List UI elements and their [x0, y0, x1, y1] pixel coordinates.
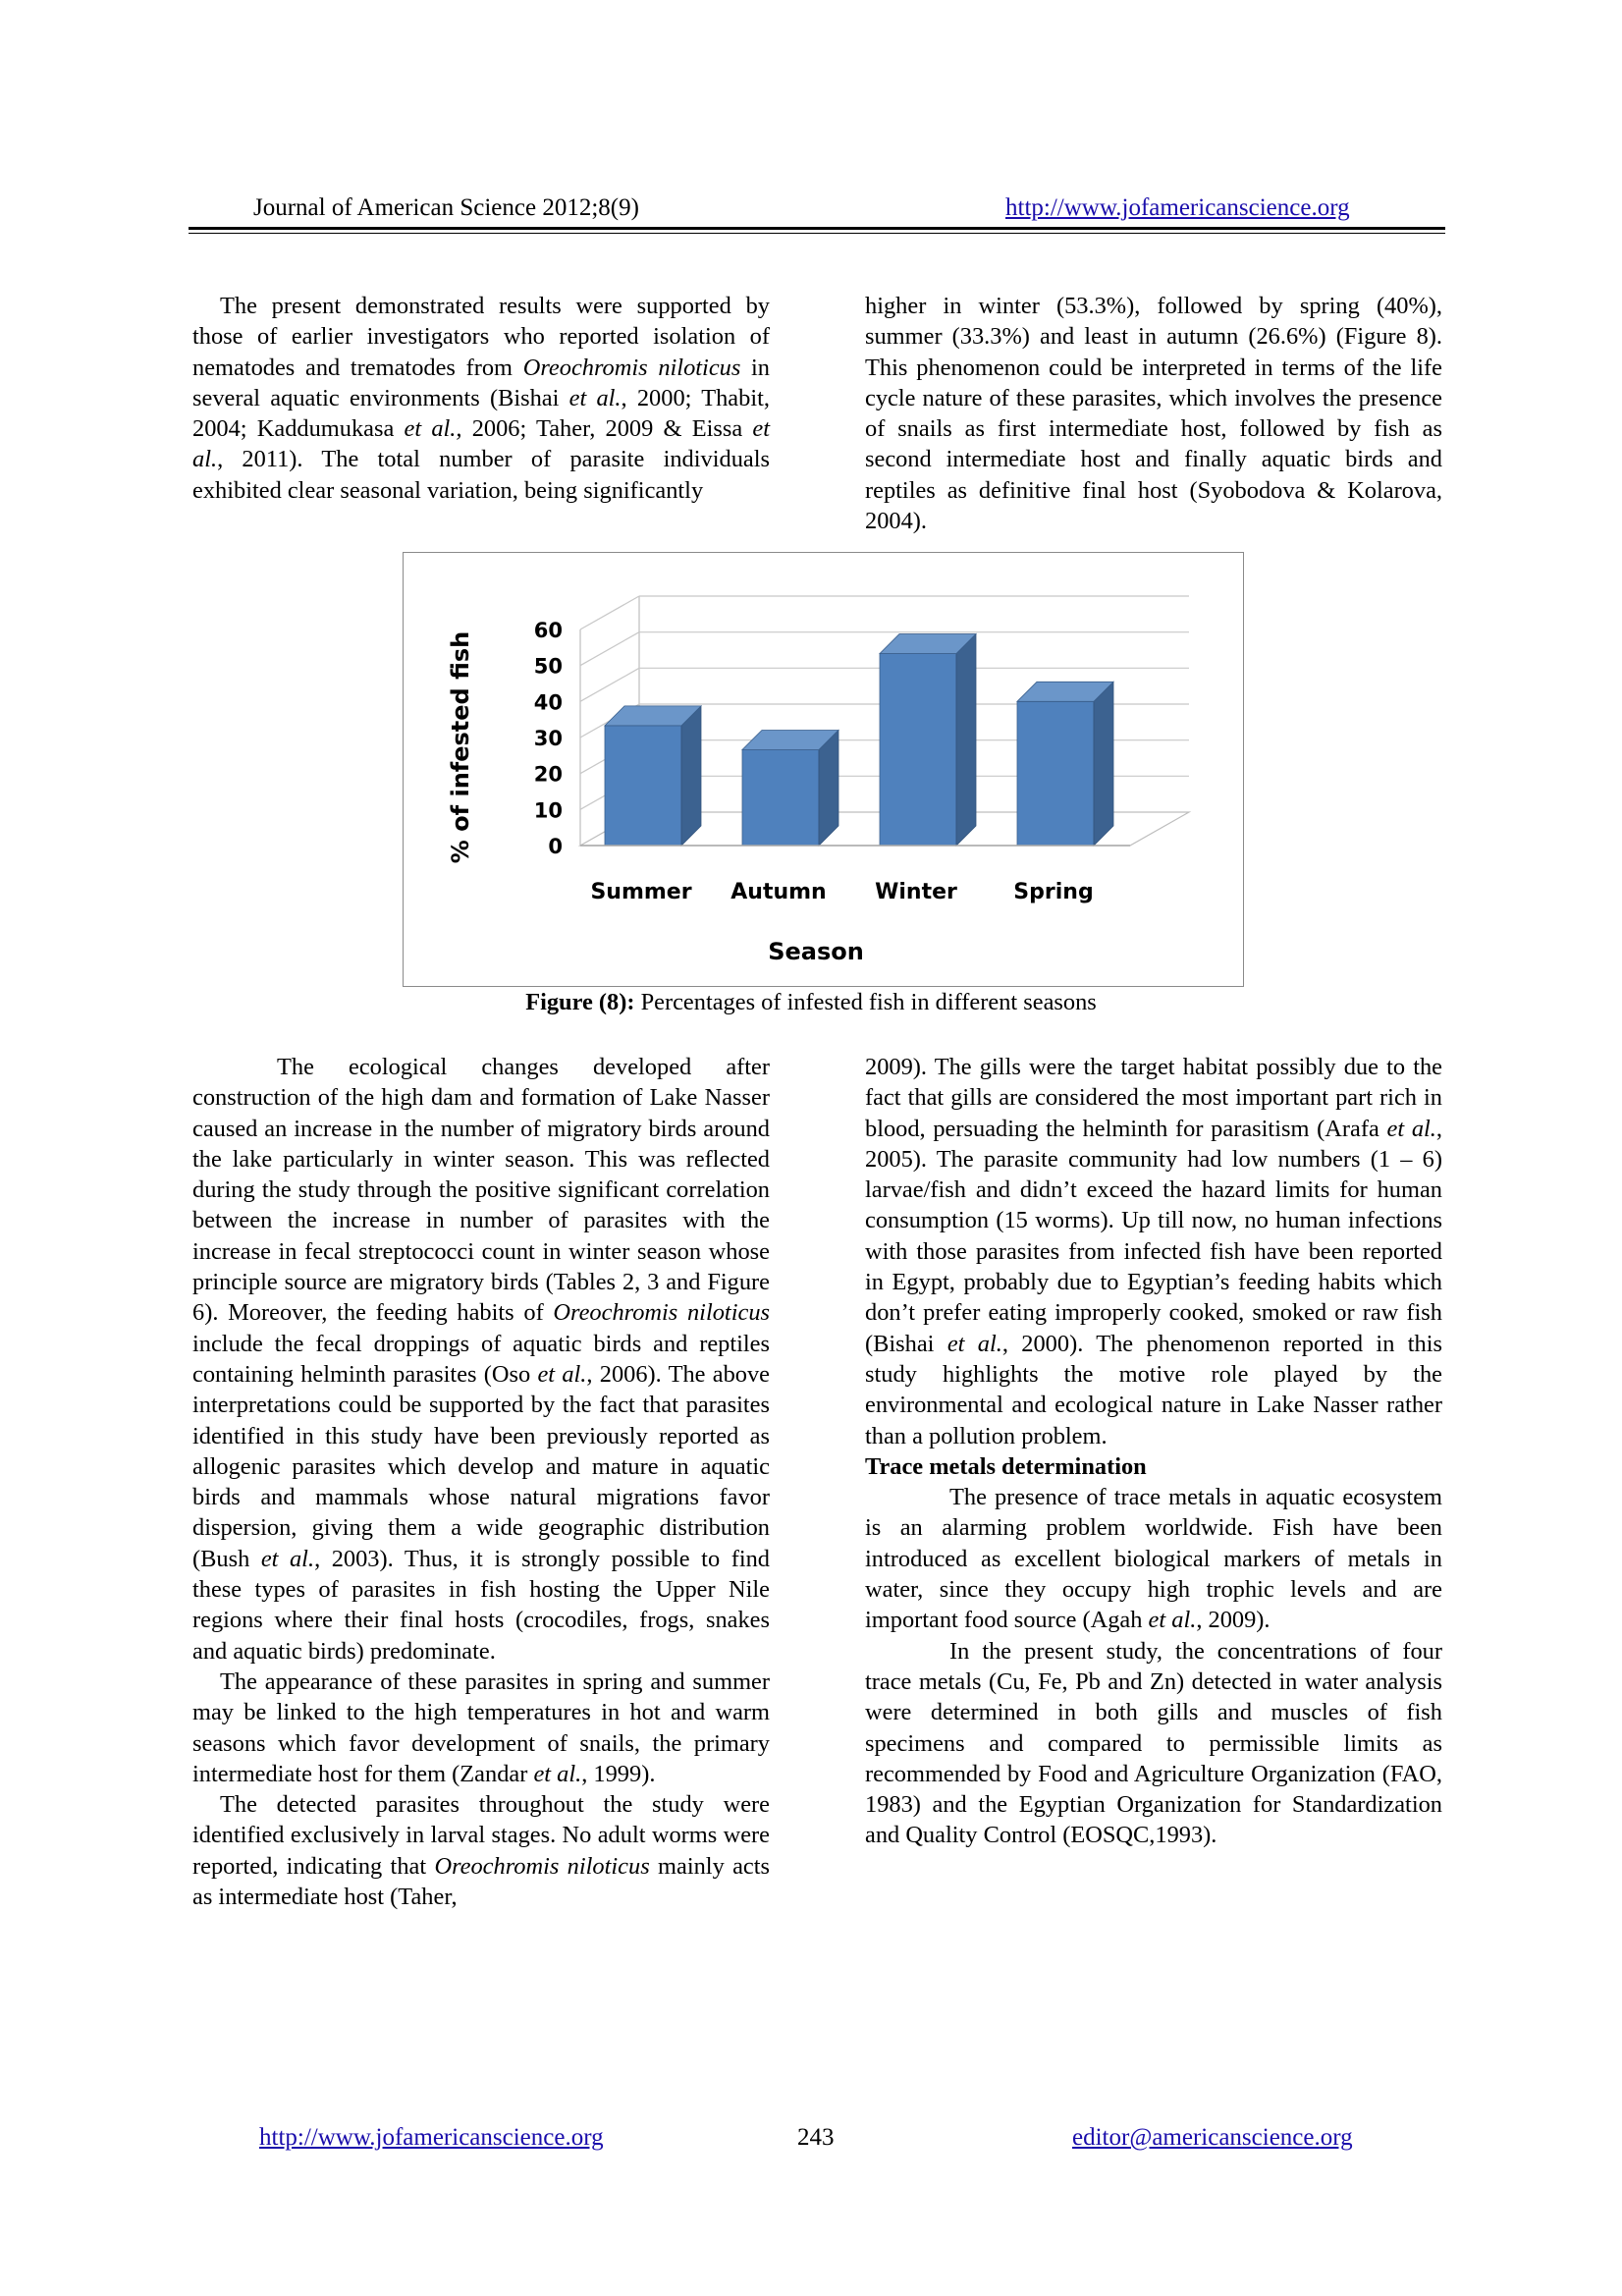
italic-text: et al. — [568, 384, 622, 411]
figure-8-chart — [403, 552, 1244, 987]
top-right-column — [865, 291, 1442, 536]
paragraph — [865, 291, 1442, 536]
x-tick-label: Autumn — [730, 880, 827, 904]
y-tick-label: 60 — [533, 619, 563, 642]
text-run: The presence of trace metals in aquatic ecosystem is an alarming problem worldwide. Fish have been introduced as excellent biological markers of metals in water, since they occupy high trophic levels and are important food source (Agah — [865, 1484, 1442, 1634]
text-run: include the fecal droppings of aquatic birds and reptiles containing helminth parasites (Oso — [192, 1330, 770, 1388]
y-tick-label: 50 — [533, 654, 563, 679]
italic-text: et al. — [1386, 1115, 1436, 1142]
bar-side — [1094, 682, 1113, 846]
italic-text: et al. — [946, 1330, 1002, 1357]
header-rule — [189, 227, 1445, 230]
figure-caption — [0, 989, 1622, 1016]
y-tick-label: 30 — [533, 727, 563, 750]
italic-text: Oreochromis niloticus — [553, 1299, 771, 1327]
text-run: In the present study, the concentrations of four trace metals (Cu, Fe, Pb and Zn) detected in water analysis were determined in both gills and muscles of fish specimens and compared to permissible limits as recommended by Food and Agriculture Organization (FAO, 1983) and the Egyptian Organization for Standardization and Quality Control (EOSQC,1993). — [865, 1637, 1442, 1849]
text-run: , 2003). Thus, it is strongly possible to find these types of parasites in fish hosting the Upper Nile regions where their final hosts (crocodiles, frogs, snakes and aquatic birds) predominate. — [192, 1545, 770, 1665]
x-tick-label: Summer — [590, 880, 692, 904]
bar-side — [681, 706, 701, 846]
x-tick-label: Spring — [1013, 880, 1094, 904]
text-run: The ecological changes developed after construction of the high dam and formation of Lake Nasser caused an increase in the number of migratory birds around the lake particularly in winter season. This was reflected during the study through the positive significant correlation between the increase in number of parasites with the increase in fecal streptococci count in winter season whose principle source are migratory birds (Tables 2, 3 and Figure 6). Moreover, the feeding habits of — [192, 1054, 770, 1327]
text-run: , 2011). The total number of parasite individuals exhibited clear seasonal variation, being significantly — [192, 446, 770, 504]
text-run: higher in winter (53.3%), followed by spring (40%), summer (33.3%) and least in autumn (26.6%) (Figure 8). This phenomenon could be interpreted in terms of the life cycle nature of these parasites, which involves the presence of snails as first intermediate host, followed by fish as second intermediate host and finally aquatic birds and reptiles as definitive final host (Syobodova & Kolarova, 2004). — [865, 293, 1442, 535]
italic-text: Oreochromis niloticus — [522, 354, 741, 381]
y-tick-label: 20 — [533, 762, 563, 787]
page-number: 243 — [797, 2124, 835, 2151]
section-heading: Trace metals determination — [865, 1452, 1147, 1480]
gridline-depth — [580, 632, 639, 666]
text-run: The detected parasites throughout the study were identified exclusively in larval stages. No adult worms were reported, indicating that — [192, 1791, 770, 1880]
y-axis-title: % of infested fish — [447, 630, 474, 864]
x-axis-title: Season — [768, 938, 864, 965]
paragraph — [865, 1482, 1442, 1635]
figure-caption-text: Percentages of infested fish in different seasons — [634, 989, 1097, 1015]
bottom-right-column — [865, 1052, 1442, 1851]
y-tick-label: 40 — [533, 690, 563, 715]
text-run: , 1999). — [581, 1760, 656, 1787]
text-run: , 2009). — [1196, 1607, 1271, 1634]
text-run: , 2005). The parasite community had low numbers (1 – 6) larvae/fish and didn’t exceed the hazard limits for human consumption (15 worms). Up till now, no human infections with those parasites from infected fish have been reported in Egypt, probably due to Egyptian’s feeding habits which don’t prefer eating improperly cooked, smoked or raw fish (Bishai — [865, 1115, 1442, 1357]
bar-side — [819, 730, 838, 846]
header-url-link[interactable]: http://www.jofamericanscience.org — [1005, 194, 1350, 221]
figure-label: Figure (8): — [525, 989, 635, 1015]
journal-header: Journal of American Science 2012;8(9) — [253, 194, 639, 221]
text-run: mainly acts as intermediate host (Taher, — [192, 1852, 771, 1911]
top-left-column — [192, 291, 770, 506]
bar-front — [880, 654, 956, 846]
x-tick-label: Winter — [875, 880, 957, 904]
paragraph — [192, 1052, 770, 1667]
italic-text: et al. — [1148, 1607, 1197, 1634]
italic-text: Oreochromis niloticus — [434, 1852, 650, 1880]
italic-text: et al., — [404, 415, 462, 443]
text-run: 2009). The gills were the target habitat possibly due to the fact that gills are considered the most important part rich in blood, persuading the helminth for parasitism (Arafa — [865, 1054, 1442, 1142]
text-run: , 2000). The phenomenon reported in this study highlights the motive role played by the environmental and ecological nature in Lake Nasser rather than a pollution problem. — [865, 1330, 1442, 1449]
italic-text: et al. — [537, 1360, 587, 1388]
bottom-left-column — [192, 1052, 770, 1912]
text-run: The present demonstrated results were supported by those of earlier investigators who reported isolation of nematodes and trematodes from — [192, 293, 770, 381]
bar-front — [742, 749, 819, 846]
paragraph — [192, 1789, 770, 1912]
text-run: The appearance of these parasites in spring and summer may be linked to the high temperatures in hot and warm seasons which favor development of snails, the primary intermediate host for them (Zandar — [192, 1667, 770, 1787]
paragraph — [865, 1636, 1442, 1851]
bar-chart — [404, 553, 1245, 988]
text-run: 2006; Taher, 2009 & Eissa — [461, 415, 753, 443]
bar-side — [956, 634, 976, 846]
footer-email-link[interactable]: editor@americanscience.org — [1072, 2124, 1353, 2151]
bar-front — [1017, 701, 1094, 846]
paragraph — [192, 291, 770, 506]
header-rule-thin — [189, 233, 1445, 234]
paragraph — [192, 1667, 770, 1789]
gridline-depth — [580, 668, 639, 701]
italic-text: et al. — [533, 1760, 582, 1787]
y-tick-label: 10 — [533, 798, 563, 823]
text-run: , 2006). The above interpretations could be supported by the fact that parasites identified in this study have been previously reported as allogenic parasites which develop and mature in aquatic birds and mammals whose natural migrations favor dispersion, giving them a wide geographic distribution (Bush — [192, 1360, 770, 1572]
text-run: , 2000; Thabit, 2004; Kaddumukasa — [192, 384, 770, 443]
footer-url-link[interactable]: http://www.jofamericanscience.org — [259, 2124, 604, 2151]
italic-text: et al. — [192, 415, 770, 473]
gridline-depth — [580, 596, 639, 629]
italic-text: et al. — [260, 1545, 315, 1572]
bar-front — [605, 726, 681, 846]
paragraph — [865, 1052, 1442, 1451]
text-run: in several aquatic environments (Bishai — [192, 354, 770, 411]
y-tick-label: 0 — [548, 835, 563, 858]
